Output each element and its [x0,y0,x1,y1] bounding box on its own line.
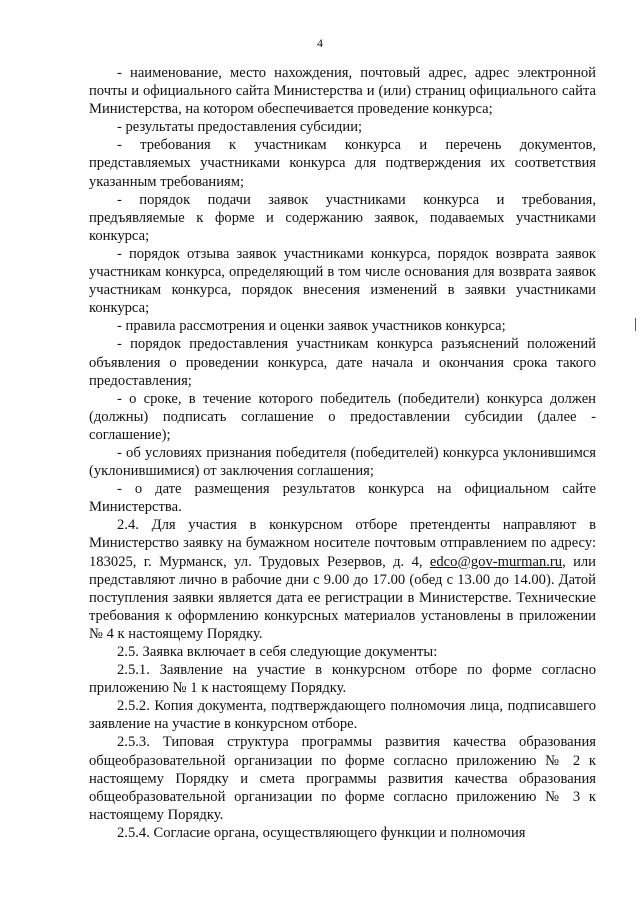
list-item-clarifications: - порядок предоставления участникам конкурса разъяснений положений объявления о проведении конкурса, дате начала и окончания срока такого предоставления; [89,336,596,389]
document-body [89,64,596,842]
list-item-agreement-deadline: - о сроке, в течение которого победитель (победители) конкурса должен (должны) подписать соглашение о предоставлении субсидии (далее - соглашение); [89,390,596,443]
section-2-5: 2.5. Заявка включает в себя следующие документы: [117,644,438,660]
email-link[interactable]: edco@gov-murman.ru [429,553,563,570]
section-2-5-1: 2.5.1. Заявление на участие в конкурсном отборе по форме согласно приложению № 1 к настоящему Порядку. [89,662,596,697]
section-2-5-2: 2.5.2. Копия документа, подтверждающего полномочия лица, подписавшего заявление на участие в конкурсном отборе. [89,698,596,733]
list-item-subsidy-results: - результаты предоставления субсидии; [117,119,363,136]
section-2-5-4: 2.5.4. Согласие органа, осуществляющего функции и полномочия [117,824,526,841]
list-item-results-publication: - о дате размещения результатов конкурса на официальном сайте Министерства. [89,481,596,516]
list-item-participant-requirements: - требования к участникам конкурса и перечень документов, представляемых участниками конкурса для подтверждения их соответствия указанным требованиям; [89,137,596,190]
scan-edge-mark [635,318,636,331]
section-2-4-text-continued: , или представляют лично в рабочие дни с 9.00 до 17.00 (обед с 13.00 до 14.00). Датой поступления заявки является дата ее регистрации в Министерстве. Технические требования к оформлению конкурсных материалов установлены в приложении № 4 к настоящему Порядку. [89,553,596,642]
list-item-review-rules: - правила рассмотрения и оценки заявок участников конкурса; [117,318,506,335]
section-2-4-text: 2.4. Для участия в конкурсном отборе претенденты направляют в Министерство заявку на бумажном носителе почтовым отправлением по адресу: 183025, г. Мурманск, ул. Трудовых Резервов, д. 4, [89,517,596,570]
list-item-evasion-conditions: - об условиях признания победителя (победителей) конкурса уклонившимся (уклонившимися) от заключения соглашения; [89,444,596,480]
list-item-name-location: - наименование, место нахождения, почтовый адрес, адрес электронной почты и официального сайта Министерства и (или) страниц официального сайта Министерства, на котором обеспечивается проведение конкурса; [89,65,596,118]
section-2-5-3: 2.5.3. Типовая структура программы развития качества образования общеобразовательной организации по форме согласно приложению № 2 к настоящему Порядку и смета программы развития качества образования общеобразовательной организации по форме согласно приложению № 3 к настоящему Порядку. [89,734,596,823]
page-number: 4 [317,36,323,50]
list-item-application-procedure: - порядок подачи заявок участниками конкурса и требования, предъявляемые к форме и содержанию заявок, подаваемых участниками конкурса; [89,191,596,244]
list-item-application-withdrawal: - порядок отзыва заявок участниками конкурса, порядок возврата заявок участникам конкурса, определяющий в том числе основания для возврата заявок участникам конкурса, порядок внесения изменений в заявки участниками конкурса; [89,245,596,317]
section-2-4 [89,516,596,643]
